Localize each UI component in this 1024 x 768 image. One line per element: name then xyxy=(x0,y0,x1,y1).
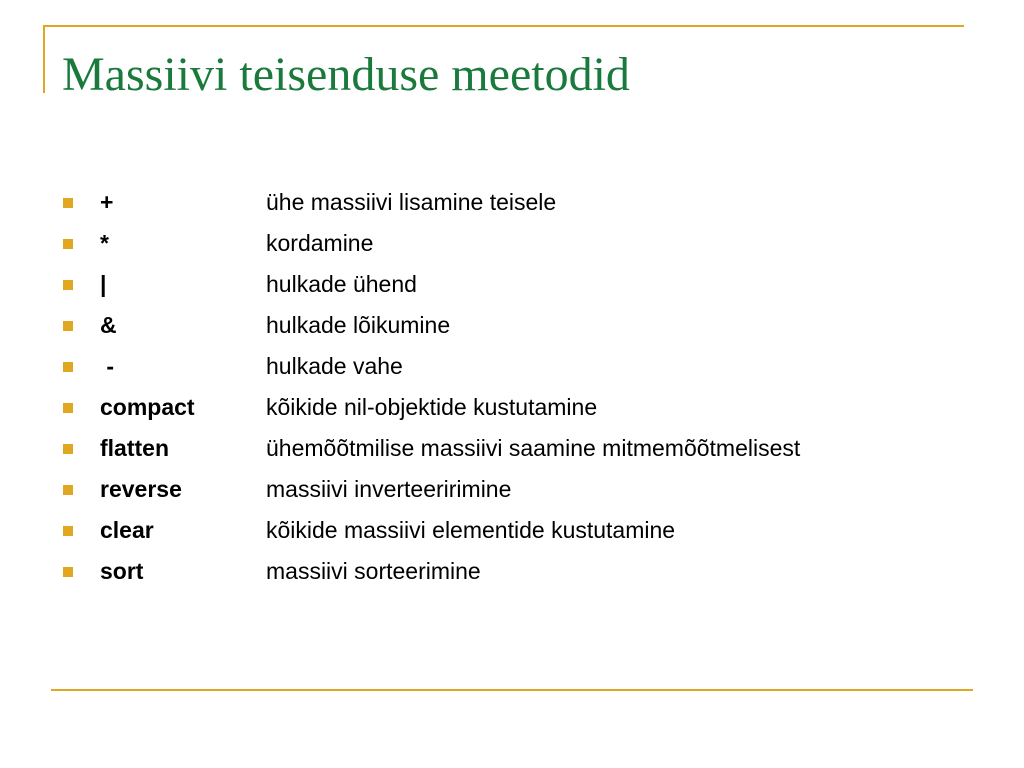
method-description: hulkade ühend xyxy=(266,271,417,297)
square-bullet-icon xyxy=(63,403,73,413)
method-name: | xyxy=(100,271,107,297)
method-description: hulkade vahe xyxy=(266,353,403,379)
title-frame-top-rule xyxy=(43,25,964,27)
footer-rule xyxy=(51,689,973,691)
method-name: reverse xyxy=(100,476,182,502)
square-bullet-icon xyxy=(63,280,73,290)
method-description: kordamine xyxy=(266,230,374,256)
square-bullet-icon xyxy=(63,362,73,372)
method-description: massiivi sorteerimine xyxy=(266,558,481,584)
method-description: massiivi inverteeririmine xyxy=(266,476,512,502)
method-description: ühe massiivi lisamine teisele xyxy=(266,189,557,215)
method-description: kõikide nil-objektide kustutamine xyxy=(266,394,598,420)
method-name: clear xyxy=(100,517,154,543)
square-bullet-icon xyxy=(63,198,73,208)
square-bullet-icon xyxy=(63,567,73,577)
method-description: ühemõõtmilise massiivi saamine mitmemõõtmelisest xyxy=(266,435,801,461)
method-name: compact xyxy=(100,394,195,420)
method-description: kõikide massiivi elementide kustutamine xyxy=(266,517,676,543)
method-name: sort xyxy=(100,558,144,584)
method-name: * xyxy=(100,230,109,256)
method-name: & xyxy=(100,312,117,338)
method-name: flatten xyxy=(100,435,169,461)
square-bullet-icon xyxy=(63,239,73,249)
method-name: + xyxy=(100,189,114,215)
method-name: - xyxy=(100,353,115,379)
square-bullet-icon xyxy=(63,444,73,454)
square-bullet-icon xyxy=(63,321,73,331)
title-frame-left-rule xyxy=(43,25,45,93)
square-bullet-icon xyxy=(63,485,73,495)
method-description: hulkade lõikumine xyxy=(266,312,451,338)
slide-title: Massiivi teisenduse meetodid xyxy=(62,48,630,101)
square-bullet-icon xyxy=(63,526,73,536)
